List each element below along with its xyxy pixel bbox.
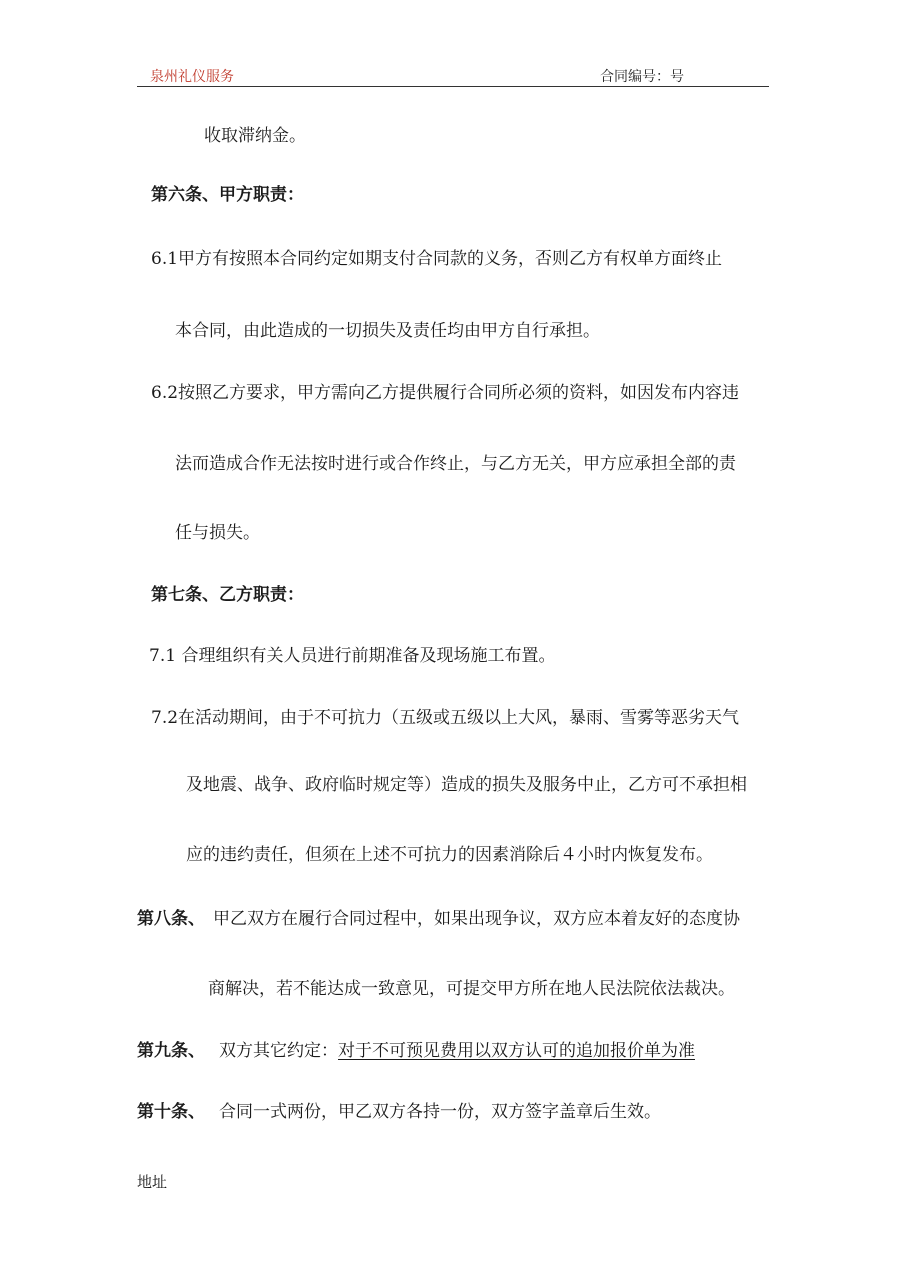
clause-6-2-line-3: 任与损失。 bbox=[175, 523, 260, 543]
article-8 bbox=[137, 907, 740, 931]
header-divider bbox=[137, 86, 769, 87]
article-10-text: 合同一式两份，甲乙双方各持一份，双方签字盖章后生效。 bbox=[219, 1102, 661, 1122]
company-name: 泉州礼仪服务 bbox=[150, 69, 234, 85]
article-9-underlined-text: 对于不可预见费用以双方认可的追加报价单为准 bbox=[338, 1041, 695, 1061]
clause-6-2-line-2: 法而造成合作无法按时进行或合作终止，与乙方无关，甲方应承担全部的责 bbox=[175, 454, 736, 474]
article-10 bbox=[137, 1100, 661, 1124]
clause-7-1: 7.1 合理组织有关人员进行前期准备及现场施工布置。 bbox=[149, 646, 556, 666]
article-10-label: 第十条、 bbox=[137, 1102, 205, 1122]
clause-6-2-line-1: 6.2按照乙方要求，甲方需向乙方提供履行合同所必须的资料，如因发布内容违 bbox=[151, 383, 740, 403]
contract-number: 合同编号：号 bbox=[600, 69, 684, 85]
article-6-heading: 第六条、甲方职责： bbox=[151, 185, 304, 205]
clause-7-2-line-3: 应的违约责任，但须在上述不可抗力的因素消除后４小时内恢复发布。 bbox=[186, 845, 713, 865]
address-label: 地址 bbox=[137, 1173, 168, 1191]
article-7-heading: 第七条、乙方职责： bbox=[151, 585, 304, 605]
article-8-line-2: 商解决，若不能达成一致意见，可提交甲方所在地人民法院依法裁决。 bbox=[208, 979, 735, 999]
article-8-label: 第八条、 bbox=[137, 909, 205, 929]
clause-7-2-line-1: 7.2在活动期间，由于不可抗力（五级或五级以上大风，暴雨、雪雾等恶劣天气 bbox=[151, 708, 740, 728]
article-8-line-1: 甲乙双方在履行合同过程中，如果出现争议，双方应本着友好的态度协 bbox=[213, 909, 740, 929]
clause-6-1-line-1: 6.1甲方有按照本合同约定如期支付合同款的义务，否则乙方有权单方面终止 bbox=[151, 249, 723, 269]
article-9-prefix: 双方其它约定： bbox=[219, 1041, 338, 1061]
article-9-label: 第九条、 bbox=[137, 1041, 205, 1061]
article-9 bbox=[137, 1039, 695, 1063]
text-line: 收取滞纳金。 bbox=[204, 126, 306, 146]
clause-7-2-line-2: 及地震、战争、政府临时规定等）造成的损失及服务中止，乙方可不承担相 bbox=[186, 775, 747, 795]
clause-6-1-line-2: 本合同，由此造成的一切损失及责任均由甲方自行承担。 bbox=[175, 321, 600, 341]
